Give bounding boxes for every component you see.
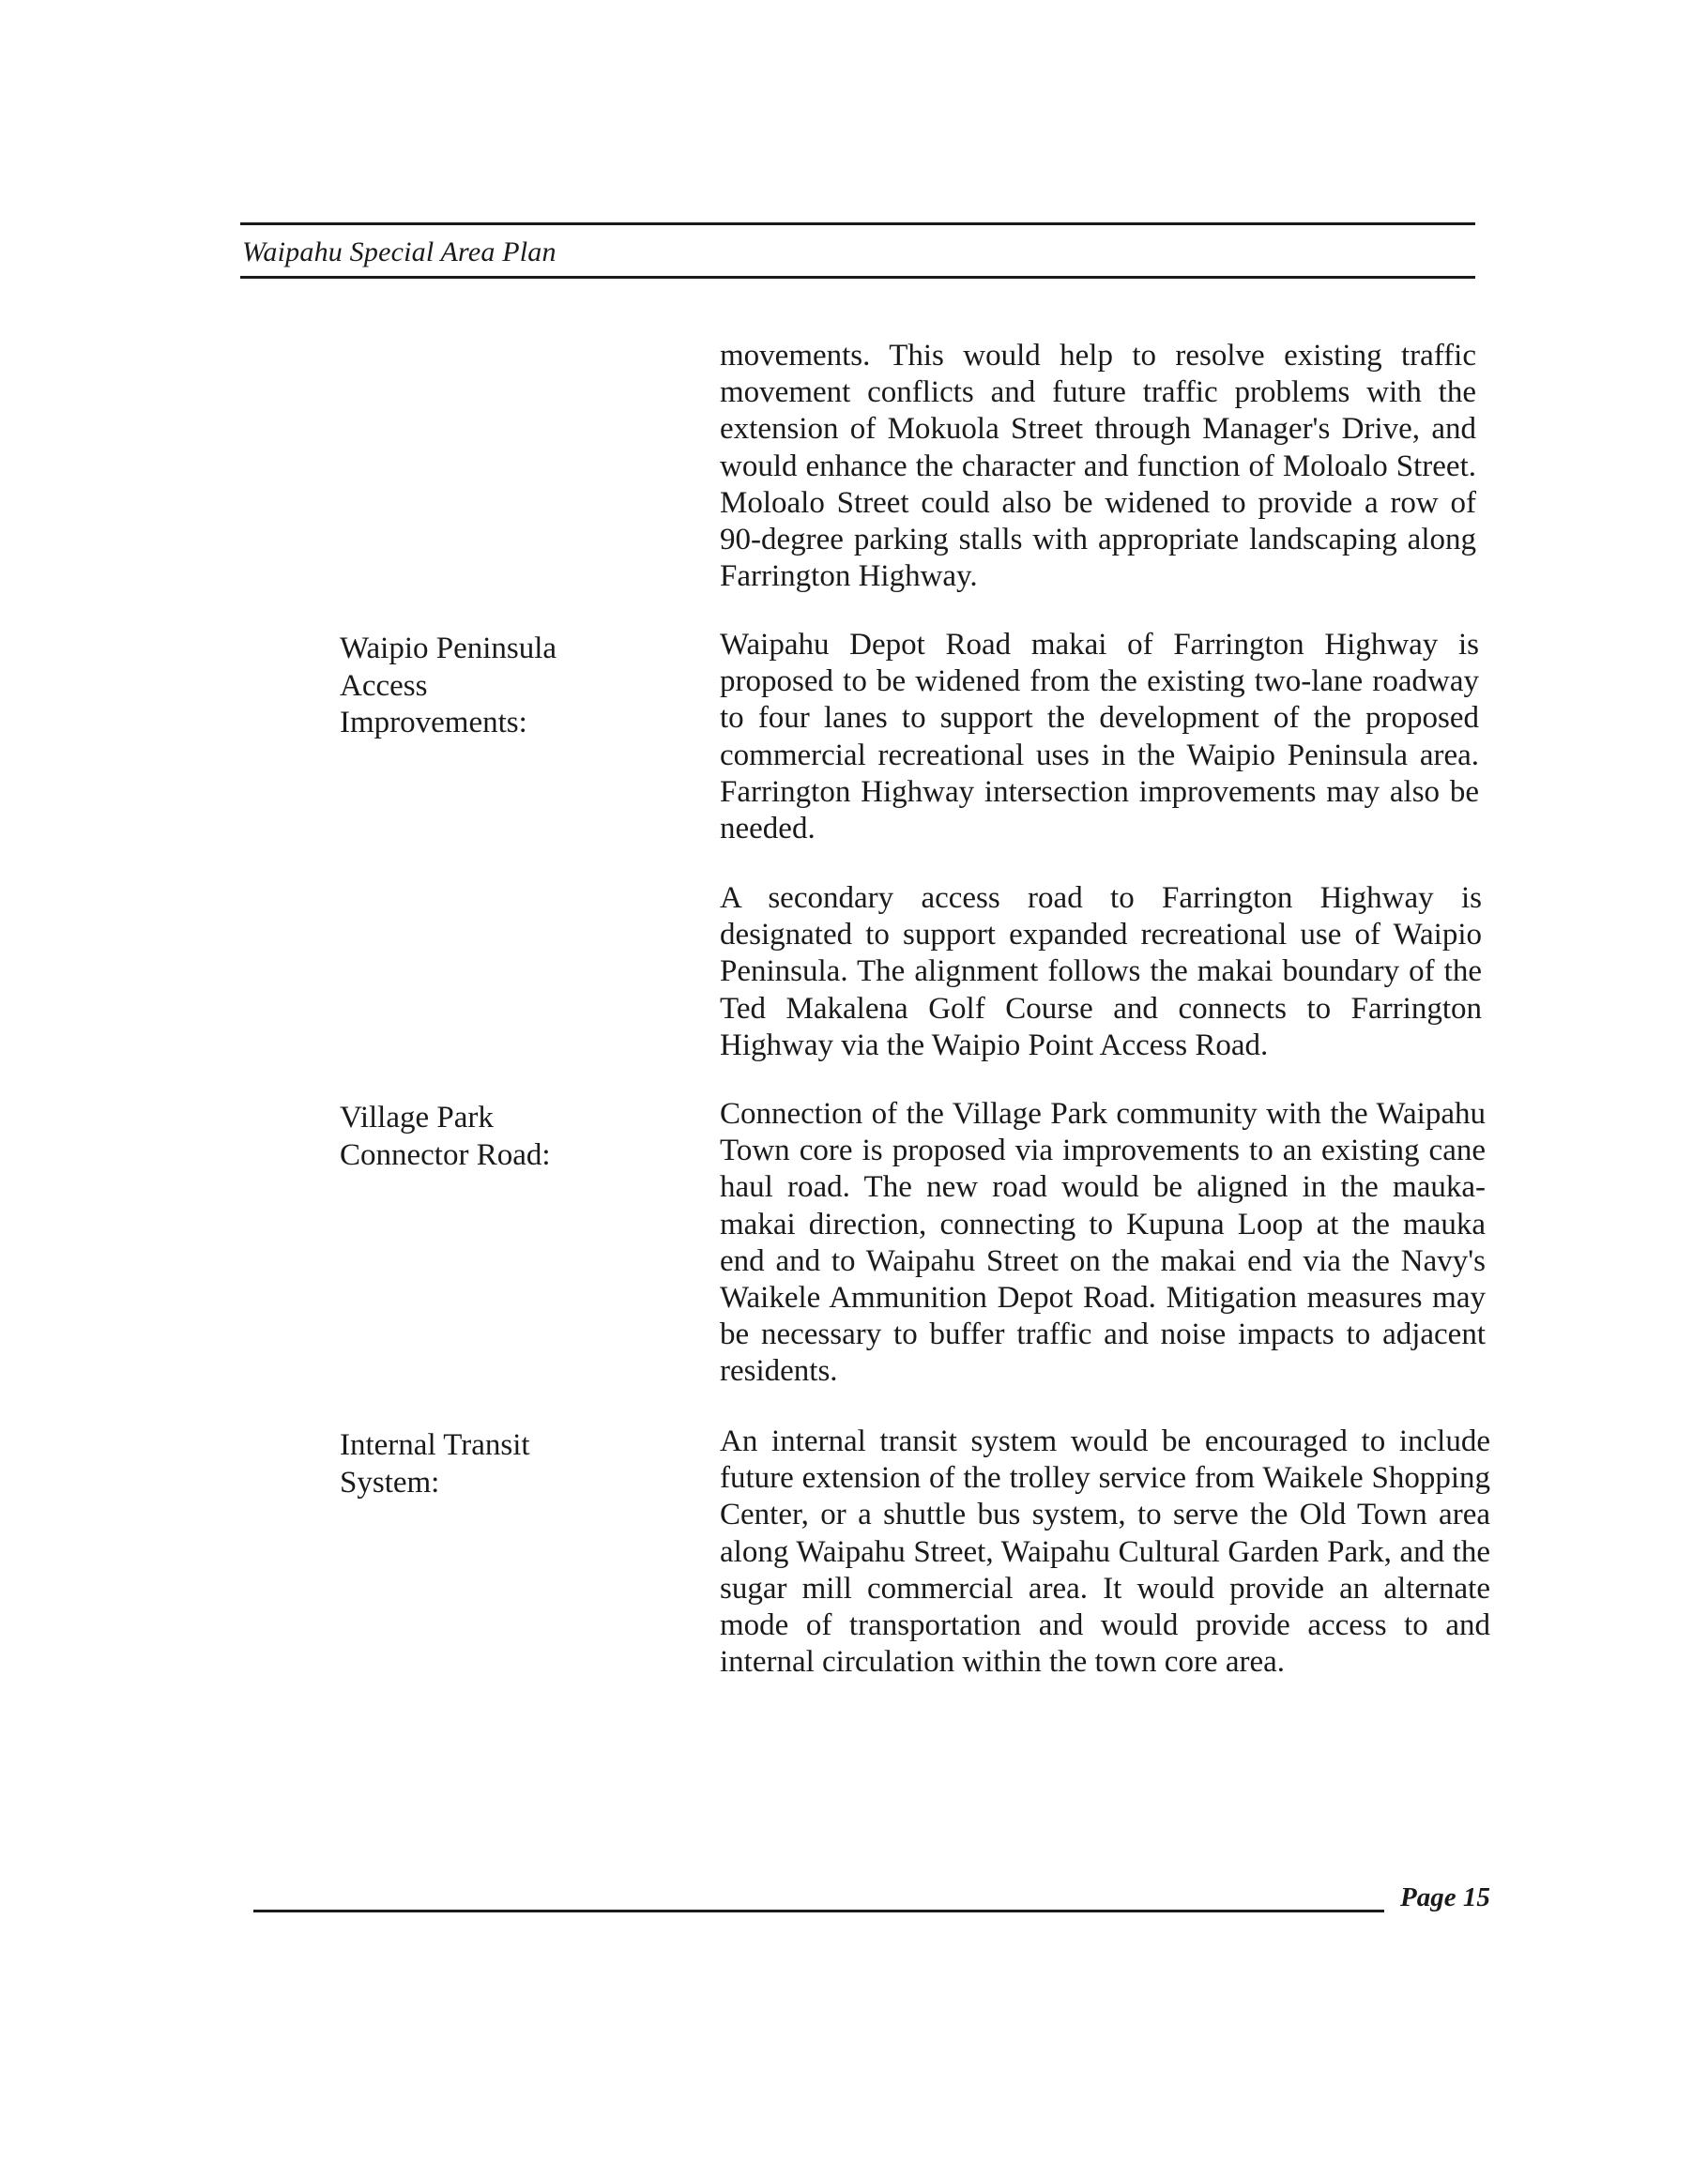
header-top-rule [240, 222, 1475, 225]
paragraph-moloalo-movements: movements. This would help to resolve existing traffic movement conflicts and future traffic problems with the extension of Mokuola Street through Manager's Drive, and would enhance the character and function of Moloalo Street. Moloalo Street could also be widened to provide a row of 90-degree parking stalls with appropriate landscaping along Farrington Highway. [720, 339, 1476, 594]
header-bottom-rule [240, 276, 1475, 279]
page-number: Page 15 [1400, 1882, 1490, 1912]
section-label-internal-transit: Internal Transit System: [340, 1428, 530, 1500]
running-title: Waipahu Special Area Plan [242, 236, 557, 267]
footer-rule [253, 1910, 1384, 1912]
section-label-waipio-peninsula: Waipio Peninsula Access Improvements: [340, 632, 557, 739]
paragraph-internal-transit: An internal transit system would be encouraged to include future extension of the trolley service from Waikele Shopping Center, or a shuttle bus system, to serve the Old Town area along Waipahu Street, Waipahu Cultural Garden Park, and the sugar mill commercial area. It would provide an alternate mode of transportation and would provide access to and internal circulation within the town core area. [720, 1424, 1490, 1680]
section-label-village-park: Village Park Connector Road: [340, 1101, 551, 1172]
paragraph-secondary-access-road: A secondary access road to Farrington Highway is designated to support expanded recreational use of Waipio Peninsula. The alignment follows the makai boundary of the Ted Makalena Golf Course and connects to Farrington Highway via the Waipio Point Access Road. [720, 881, 1482, 1062]
paragraph-village-park-connector: Connection of the Village Park community with the Waipahu Town core is proposed via improvements to an existing cane haul road. The new road would be aligned in the mauka-makai direction, connecting to Kupuna Loop at the mauka end and to Waipahu Street on the makai end via the Navy's Waikele Ammunition Depot Road. Mitigation measures may be necessary to buffer traffic and noise impacts to adjacent residents. [720, 1097, 1486, 1389]
paragraph-waipahu-depot-road: Waipahu Depot Road makai of Farrington Highway is proposed to be widened from the existing two-lane roadway to four lanes to support the development of the proposed commercial recreational uses in the Waipio Peninsula area. Farrington Highway intersection improvements may also be needed. [720, 628, 1479, 846]
